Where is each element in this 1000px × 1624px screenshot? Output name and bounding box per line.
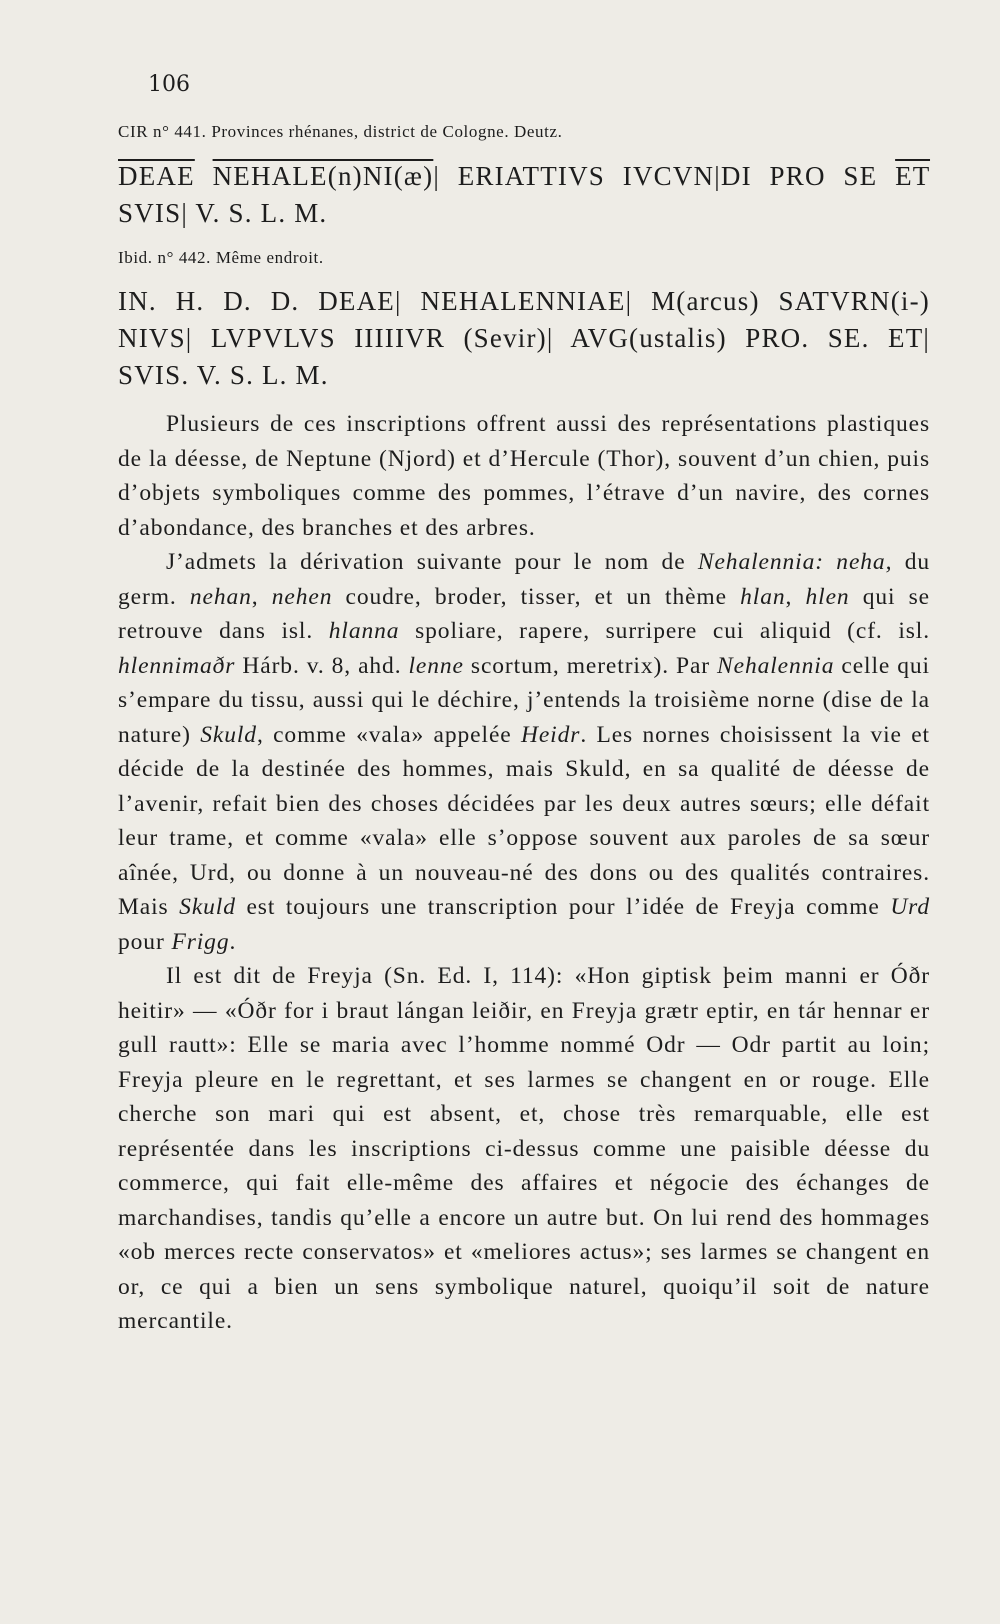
inscription-part: NEHALE(n)NI(æ) — [212, 161, 434, 191]
italic-term: Frigg — [171, 928, 230, 955]
italic-term: nehan — [189, 583, 252, 610]
inscription-part: $\overline{ET}$ — [895, 161, 931, 191]
text-run: J’admets la dérivation suivante pour le nom de — [166, 549, 698, 575]
paragraph — [118, 959, 930, 1339]
text-run: coudre, broder, tisser, et un thème — [332, 583, 741, 610]
text-run: spoliare, rapere, surripere cui aliquid (cf. isl. — [399, 618, 931, 644]
text-run: , comme «vala» appelée — [256, 721, 521, 748]
italic-term: Urd — [890, 894, 931, 920]
italic-term: hlan — [740, 583, 786, 610]
text-run: Plusieurs de ces inscriptions offrent aussi des représentations plastiques de la déesse, de Neptune (Njord) et d’Hercule (Thor), souvent d’un chien, puis d’objets symboliques comme des pommes, l’étrave d’un navire, des cornes d’abondance, des branches et des arbres. — [118, 411, 930, 541]
text-run: qui se retrouve dans isl. — [118, 583, 931, 644]
italic-term: Nehalennia: neha, — [697, 549, 893, 575]
italic-term: hlen — [805, 583, 850, 610]
text-run: du germ. — [118, 549, 930, 610]
text-run: est toujours une transcription pour l’idée de Freyja comme — [235, 894, 891, 920]
text-run: , — [785, 583, 806, 610]
inscription-text: IN. H. D. D. DEAE| NEHALENNIAE| M(arcus) SATVRN(i-) NIVS| LVPVLVS IIIIIVR (Sevir)| AVG(ustalis) PRO. SE. ET| SVIS. V. S. L. M. — [118, 286, 930, 390]
italic-term: Skuld — [200, 721, 257, 748]
inscription-reference: CIR n° 441. Provinces rhénanes, district de Cologne. Deutz. — [118, 122, 563, 141]
italic-term: Nehalennia — [717, 652, 835, 679]
italic-term: hlennimaðr — [118, 652, 236, 679]
italic-term: Skuld — [179, 894, 236, 920]
text-run: celle qui s’empare du tissu, aussi qui le déchire, j’entends la troisième norne (dise de la nature) — [118, 652, 930, 748]
italic-term: hlanna — [328, 618, 400, 644]
text-run: Il est dit de Freyja (Sn. Ed. I, 114): «Hon giptisk þeim manni er Óðr heitir» — «Óðr for i braut lángan leiðir, en Freyja grætr eptir, en tár hennar er gull rautt»: Elle se maria avec l’homme nommé Odr — Odr partit au loin; Freyja pleure en le regrettant, et ses larmes se changent en or rouge. Elle cherche son mari qui est absent, et, chose très remarquable, elle est représentée dans les inscriptions ci-dessus comme une paisible déesse du commerce, qui fait elle-même des affaires et négocie des échanges de marchandises, tandis qu’elle a encore un autre but. On lui rend des hommages «ob merces recte conservatos» et «meliores actus»; ses larmes se changent en or, ce qui a bien un sens symbolique naturel, quoiqu’il soit de nature mercantile. — [118, 963, 930, 1334]
inscription-text — [118, 158, 930, 232]
text-run: scortum, meretrix). Par — [463, 652, 718, 679]
inscription-part: SVIS| V. S. L. M. — [118, 198, 328, 228]
italic-term: lenne — [408, 652, 464, 679]
body-text — [118, 407, 930, 1339]
inscription-part: | ERIATTIVS IVCVN|DI PRO SE — [433, 161, 896, 191]
italic-term: Heidr — [520, 721, 581, 748]
inscription-reference: Ibid. n° 442. Même endroit. — [118, 248, 324, 267]
italic-term: nehen — [271, 583, 333, 610]
text-run: Hárb. v. 8, ahd. — [235, 652, 409, 679]
text-run: pour — [118, 928, 172, 955]
text-run: . — [229, 928, 237, 955]
text-run: , — [251, 583, 272, 610]
inscription-part — [195, 161, 213, 191]
paragraph — [118, 407, 930, 545]
paragraph — [118, 545, 930, 959]
inscription-part: DEAE — [118, 161, 195, 191]
text-run: . Les nornes choisissent la vie et décide de la destinée des hommes, mais Skuld, en sa qualité de déesse de l’avenir, refait bien des choses décidées par les deux autres sœurs; elle défait leur trame, et comme «vala» elle s’oppose souvent aux paroles de sa sœur aînée, Urd, ou donne à un nouveau-né des dons ou des qualités contraires. Mais — [118, 721, 930, 920]
page-number: 106 — [148, 72, 190, 97]
